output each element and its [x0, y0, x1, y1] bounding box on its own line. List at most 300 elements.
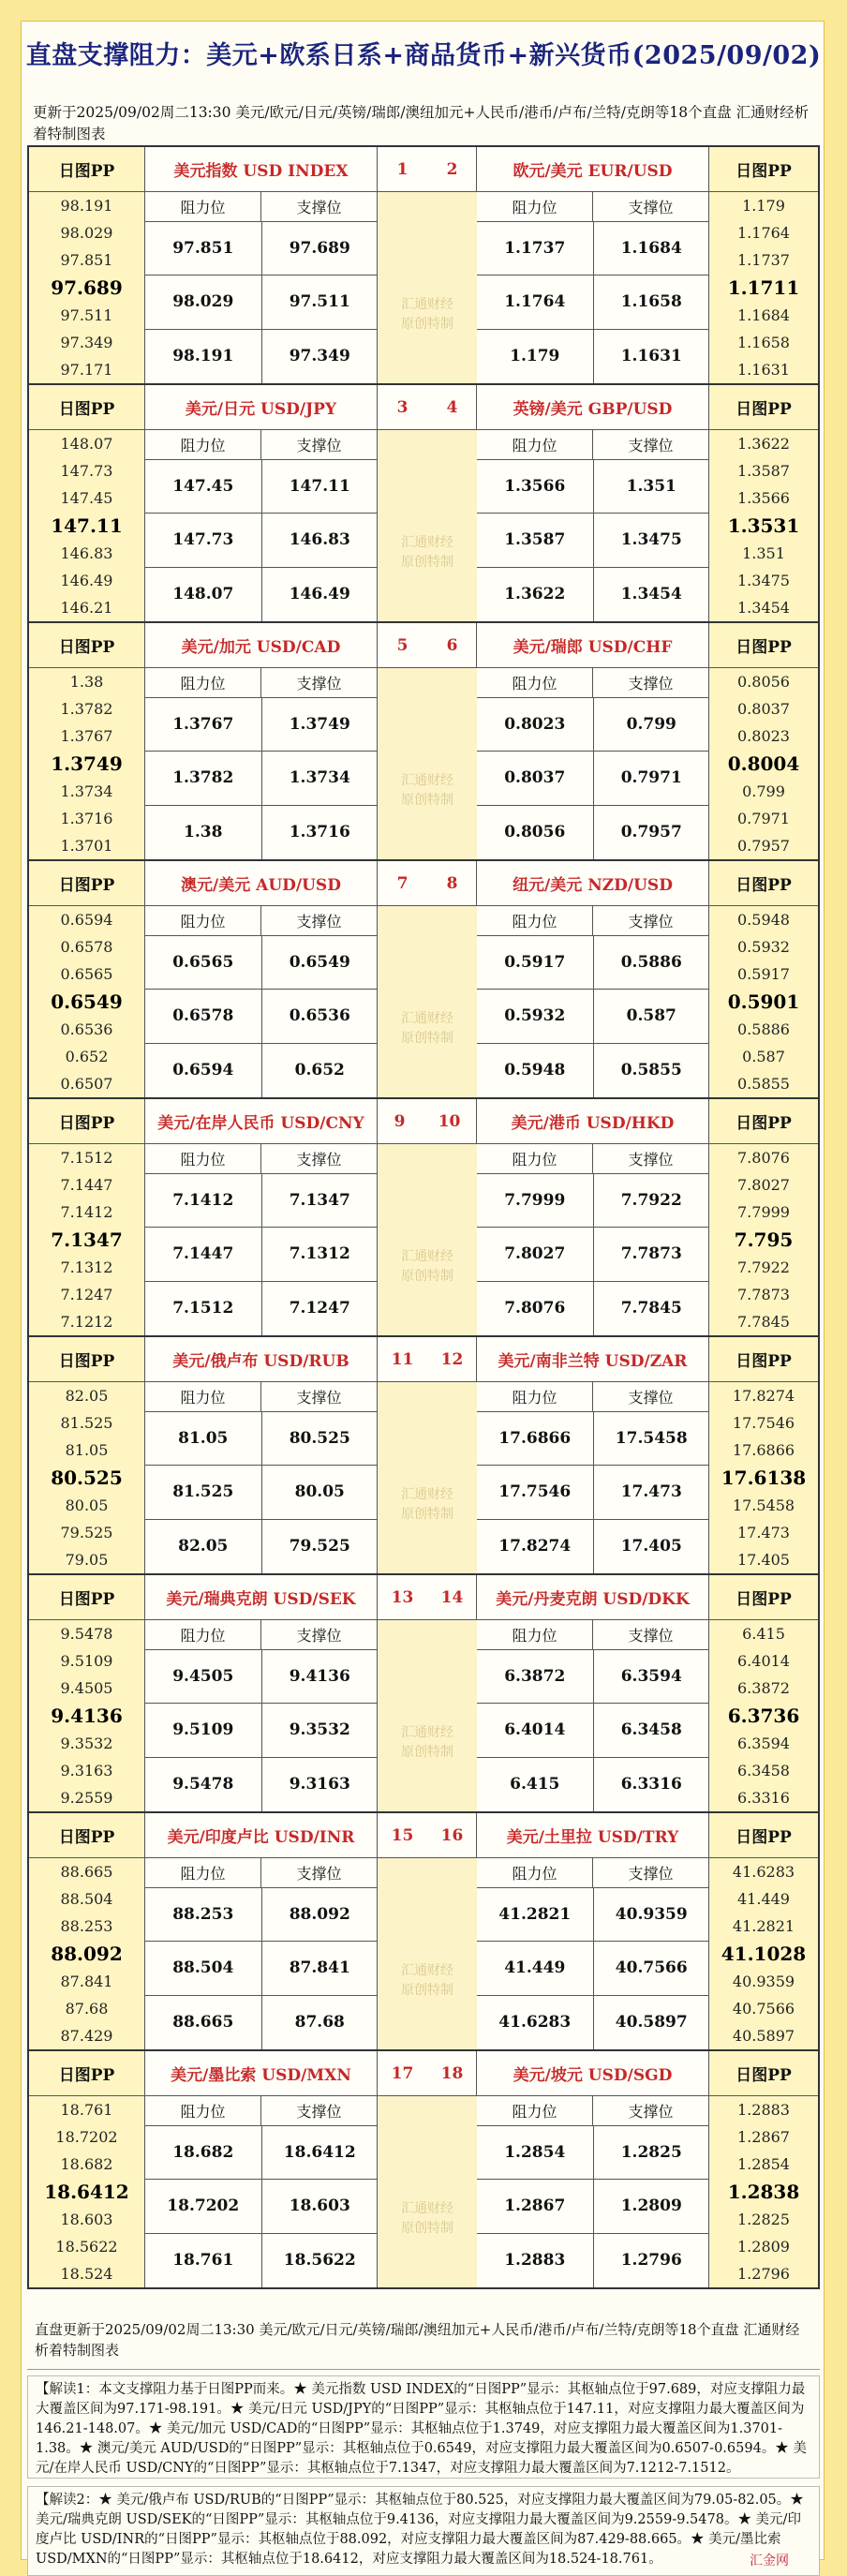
divider-band [378, 906, 477, 1097]
support-header: 支撑位 [628, 2103, 674, 2121]
left-pair-table [145, 1337, 378, 1573]
pair-name: 美元/俄卢布 USD/RUB [145, 1337, 377, 1382]
divider-band [378, 192, 477, 383]
pp-list [709, 1858, 818, 2049]
level-rows [477, 1412, 709, 1573]
daily-pp-header: 日图PP [709, 1099, 818, 1144]
left-pp-column [29, 1099, 145, 1335]
pair-numbers [378, 623, 477, 668]
resistance-value: 98.029 [145, 275, 262, 328]
pair-block [29, 147, 820, 385]
table-row [145, 460, 378, 514]
pair-block [29, 1337, 820, 1575]
resistance-value: 17.7546 [477, 1466, 594, 1518]
pair-number-column [378, 2051, 477, 2287]
resistance-value: 0.5917 [477, 936, 594, 989]
pp-level: 1.38 [69, 673, 104, 692]
resistance-value: 17.8274 [477, 1520, 594, 1573]
resistance-value: 0.8023 [477, 698, 594, 751]
pp-level: 6.3872 [737, 1679, 790, 1698]
support-value: 1.3749 [289, 715, 350, 735]
resistance-value: 147.45 [145, 460, 262, 513]
support-header: 支撑位 [628, 1151, 674, 1169]
support-value: 17.5458 [615, 1429, 688, 1449]
table-row [145, 1174, 378, 1228]
resistance-header: 阻力位 [145, 430, 261, 459]
support-value: 7.7845 [620, 1299, 682, 1318]
resistance-value: 1.1737 [477, 222, 594, 275]
daily-pp-header: 日图PP [29, 1099, 144, 1144]
support-value: 0.7971 [620, 768, 682, 788]
pp-level: 41.6283 [732, 1863, 795, 1882]
resistance-value: 1.2854 [477, 2126, 594, 2179]
pp-level: 82.05 [65, 1387, 109, 1406]
column-headers [477, 1382, 708, 1412]
pp-level: 7.1512 [60, 1149, 113, 1168]
pair-number: 9 [394, 1111, 406, 1131]
support-value: 97.511 [289, 292, 350, 312]
resistance-value: 88.504 [145, 1942, 262, 1994]
resistance-header: 阻力位 [477, 906, 593, 935]
watermark-line: 原创特制 [401, 555, 453, 570]
pp-list [29, 192, 144, 383]
resistance-header: 阻力位 [477, 192, 593, 221]
table-row [145, 1650, 378, 1704]
resistance-value: 1.1764 [477, 275, 594, 328]
support-value: 40.7566 [615, 1958, 688, 1978]
pair-number-column [378, 1337, 477, 1573]
resistance-value: 7.7999 [477, 1174, 594, 1227]
resistance-value: 1.38 [145, 806, 262, 859]
level-rows [477, 698, 709, 859]
watermark-line: 汇通财经 [401, 535, 453, 550]
watermark-line: 原创特制 [401, 1983, 453, 1998]
page-subtitle: 更新于2025/09/02周二13:30 美元/欧元/日元/英镑/瑞郎/澳纽加元+人民币/港币/卢布/兰特/克朗等18个直盘 汇通财经析着特制图表 [33, 104, 810, 142]
pair-block [29, 2051, 820, 2289]
pp-level: 0.5932 [737, 938, 790, 957]
daily-pp-header: 日图PP [709, 861, 818, 906]
pp-level: 98.191 [60, 197, 113, 216]
resistance-value: 82.05 [145, 1520, 262, 1573]
table-row [145, 222, 378, 275]
table-row [477, 1888, 709, 1942]
pivot-point: 147.11 [51, 514, 123, 537]
support-value: 9.3163 [289, 1775, 350, 1794]
table-row [145, 1228, 378, 1281]
pp-list [29, 906, 144, 1097]
pp-level: 40.9359 [732, 1972, 795, 1990]
support-header: 支撑位 [628, 1389, 674, 1407]
pair-number: 11 [391, 1349, 414, 1369]
table-row [145, 1942, 378, 1995]
support-header: 支撑位 [296, 199, 342, 216]
pivot-point: 80.525 [51, 1466, 123, 1489]
pp-level: 1.3566 [737, 489, 790, 508]
pp-level: 17.473 [737, 1523, 790, 1541]
pp-level: 17.5458 [732, 1496, 795, 1514]
table-row [145, 1520, 378, 1573]
pivot-point: 0.6549 [51, 990, 123, 1013]
pair-numbers [378, 1099, 477, 1144]
pair-numbers [378, 385, 477, 430]
table-row [145, 806, 378, 859]
pair-block [29, 1099, 820, 1337]
pair-name: 美元/瑞典克朗 USD/SEK [145, 1575, 377, 1620]
pp-level: 40.5897 [732, 2026, 795, 2045]
support-header: 支撑位 [628, 1627, 674, 1645]
support-header: 支撑位 [628, 1865, 674, 1883]
support-value: 1.3734 [289, 768, 350, 788]
support-header: 支撑位 [296, 913, 342, 931]
pp-level: 0.6536 [60, 1020, 113, 1038]
right-pp-column [709, 1337, 820, 1573]
table-row [477, 2234, 709, 2287]
level-rows [477, 1888, 709, 2049]
left-pp-column [29, 147, 145, 383]
daily-pp-header: 日图PP [709, 623, 818, 668]
pair-name: 美元/日元 USD/JPY [145, 385, 377, 430]
pp-level: 0.5886 [737, 1020, 790, 1038]
resistance-value: 41.6283 [477, 1996, 594, 2049]
daily-pp-header: 日图PP [709, 147, 818, 192]
pp-list [709, 1620, 818, 1811]
support-value: 18.6412 [283, 2143, 356, 2163]
table-row [477, 1704, 709, 1757]
pp-level: 41.449 [737, 1890, 790, 1909]
pair-number: 4 [446, 397, 458, 417]
pp-list [29, 1382, 144, 1573]
pp-level: 146.83 [60, 543, 113, 562]
column-headers [145, 2096, 377, 2126]
pp-level: 1.2883 [737, 2101, 790, 2120]
resistance-value: 9.5478 [145, 1758, 262, 1811]
resistance-value: 0.6565 [145, 936, 262, 989]
resistance-value: 7.1447 [145, 1228, 262, 1280]
watermark-line: 原创特制 [401, 793, 453, 808]
pp-level: 98.029 [60, 224, 113, 243]
support-value: 0.652 [294, 1061, 345, 1080]
resistance-value: 18.761 [145, 2234, 262, 2287]
level-rows [145, 460, 378, 621]
pair-block [29, 1575, 820, 1813]
support-value: 17.473 [620, 1482, 682, 1502]
resistance-header: 阻力位 [145, 906, 261, 935]
right-pair-table [477, 861, 709, 1097]
pp-list [29, 1858, 144, 2049]
pivot-point: 1.1711 [727, 275, 800, 299]
pp-list [709, 192, 818, 383]
left-pair-table [145, 2051, 378, 2287]
pair-numbers [378, 1813, 477, 1858]
pp-level: 7.8027 [737, 1176, 790, 1195]
support-value: 18.603 [289, 2196, 350, 2216]
pp-level: 1.2825 [737, 2210, 790, 2228]
resistance-value: 148.07 [145, 568, 262, 621]
pp-list [709, 430, 818, 621]
pp-level: 1.3587 [737, 462, 790, 481]
watermark [378, 771, 477, 811]
pp-list [29, 1144, 144, 1335]
table-row [477, 1650, 709, 1704]
interpretation-note-1: 【解读1：本文支撑阻力基于日图PP而来。★ 美元指数 USD INDEX的“日图PP”显示：其枢轴点位于97.689，对应支撑阻力最大覆盖区间为97.171-98.191。★ 美元/日元 USD/JPY的“日图PP”显示：其枢轴点位于147.11，对应支撑阻力最大覆盖区间为146.21-148.07。★ 美元/加元 USD/CAD的“日图PP”显示：其枢轴点位于1.3749，对应支撑阻力最大覆盖区间为1.3701-1.38。★ 澳元/美元 AUD/USD的“日图PP”显示：其枢轴点位于0.6549，对应支撑阻力最大覆盖区间为0.6507-0.6594。★ 美元/在岸人民币 USD/CNY的“日图PP”显示：其枢轴点位于7.1347，对应支撑阻力最大覆盖区间为7.1212-7.1512。 [27, 2375, 820, 2479]
pp-level: 18.524 [60, 2264, 113, 2283]
pp-level: 79.525 [60, 1523, 113, 1541]
pp-list [29, 1620, 144, 1811]
pp-level: 18.603 [60, 2210, 113, 2228]
table-row [145, 2234, 378, 2287]
resistance-value: 98.191 [145, 330, 262, 383]
pp-list [709, 1382, 818, 1573]
watermark [378, 295, 477, 335]
pp-level: 1.1658 [737, 333, 790, 351]
resistance-header: 阻力位 [477, 2096, 593, 2125]
pair-name: 美元/土里拉 USD/TRY [477, 1813, 708, 1858]
table-row [477, 1996, 709, 2049]
pp-level: 18.7202 [55, 2128, 118, 2147]
support-header: 支撑位 [628, 675, 674, 692]
pair-number: 17 [391, 2063, 414, 2083]
pair-number-column [378, 861, 477, 1097]
support-value: 1.351 [626, 477, 676, 497]
left-pair-table [145, 147, 378, 383]
pivot-point: 9.4136 [51, 1704, 123, 1727]
pair-number: 2 [446, 159, 458, 179]
pp-level: 0.7957 [737, 836, 790, 855]
level-rows [145, 1650, 378, 1811]
table-row [145, 1412, 378, 1466]
pair-number: 13 [391, 1587, 414, 1607]
pp-level: 87.841 [60, 1972, 113, 1990]
watermark-line: 汇通财经 [401, 1249, 453, 1264]
table-row [145, 2180, 378, 2233]
right-pp-column [709, 1099, 820, 1335]
table-row [477, 698, 709, 752]
left-pp-column [29, 385, 145, 621]
support-value: 1.2796 [620, 2251, 682, 2271]
pivot-point: 1.3531 [727, 514, 800, 537]
column-headers [477, 906, 708, 936]
pair-block [29, 385, 820, 623]
table-row [477, 514, 709, 567]
left-pair-table [145, 385, 378, 621]
right-pp-column [709, 385, 820, 621]
table-row [145, 1996, 378, 2049]
pp-level: 9.2559 [60, 1788, 113, 1807]
watermark [378, 1009, 477, 1049]
resistance-value: 1.2867 [477, 2180, 594, 2232]
pair-numbers [378, 2051, 477, 2096]
right-pair-table [477, 1099, 709, 1335]
right-pp-column [709, 2051, 820, 2287]
resistance-value: 1.3622 [477, 568, 594, 621]
support-value: 97.349 [289, 347, 350, 366]
table-row [477, 460, 709, 514]
watermark-line: 原创特制 [401, 1269, 453, 1284]
resistance-header: 阻力位 [145, 668, 261, 697]
left-pp-column [29, 2051, 145, 2287]
resistance-value: 1.179 [477, 330, 594, 383]
column-headers [145, 668, 377, 698]
pivot-point: 1.3749 [51, 752, 123, 775]
watermark-line: 原创特制 [401, 2221, 453, 2236]
support-value: 9.4136 [289, 1667, 350, 1687]
support-value: 0.799 [626, 715, 676, 735]
pp-level: 88.253 [60, 1917, 113, 1936]
pp-level: 0.6594 [60, 911, 113, 930]
support-header: 支撑位 [628, 437, 674, 454]
pair-block [29, 861, 820, 1099]
right-pair-table [477, 2051, 709, 2287]
pivot-point: 18.6412 [44, 2180, 129, 2203]
support-value: 7.1312 [289, 1244, 350, 1264]
resistance-value: 81.05 [145, 1412, 262, 1465]
pp-level: 97.851 [60, 251, 113, 270]
divider-band [378, 1144, 477, 1335]
left-pp-column [29, 1575, 145, 1811]
pair-number: 7 [396, 873, 409, 893]
support-value: 80.05 [294, 1482, 345, 1502]
pair-number: 6 [446, 635, 458, 655]
column-headers [477, 1858, 708, 1888]
pp-level: 0.8037 [737, 700, 790, 719]
support-value: 1.1658 [620, 292, 682, 312]
resistance-header: 阻力位 [145, 1382, 261, 1411]
pair-name: 美元/墨比索 USD/MXN [145, 2051, 377, 2096]
table-row [477, 806, 709, 859]
resistance-value: 0.6578 [145, 990, 262, 1042]
pp-level: 17.8274 [732, 1387, 795, 1406]
watermark-line: 汇通财经 [401, 297, 453, 312]
resistance-value: 81.525 [145, 1466, 262, 1518]
table-row [477, 1412, 709, 1466]
pp-level: 88.504 [60, 1890, 113, 1909]
pivot-point: 6.3736 [727, 1704, 800, 1727]
pp-level: 0.5917 [737, 965, 790, 984]
resistance-value: 1.2883 [477, 2234, 594, 2287]
table-row [477, 2126, 709, 2180]
pp-level: 9.5478 [60, 1625, 113, 1644]
pair-name: 英镑/美元 GBP/USD [477, 385, 708, 430]
pp-level: 0.6507 [60, 1074, 113, 1093]
right-pp-column [709, 861, 820, 1097]
table-row [477, 1044, 709, 1097]
level-rows [145, 1412, 378, 1573]
pair-name: 美元/南非兰特 USD/ZAR [477, 1337, 708, 1382]
resistance-value: 88.665 [145, 1996, 262, 2049]
pair-number: 15 [391, 1825, 414, 1845]
daily-pp-header: 日图PP [709, 1575, 818, 1620]
resistance-value: 0.5948 [477, 1044, 594, 1097]
pivot-point: 7.795 [734, 1228, 794, 1251]
column-headers [477, 430, 708, 460]
pp-level: 1.2867 [737, 2128, 790, 2147]
support-value: 6.3458 [620, 1720, 682, 1740]
support-header: 支撑位 [296, 1627, 342, 1645]
resistance-value: 6.415 [477, 1758, 594, 1811]
right-pair-table [477, 1337, 709, 1573]
pp-level: 0.6578 [60, 938, 113, 957]
pair-name: 美元/港币 USD/HKD [477, 1099, 708, 1144]
support-value: 88.092 [289, 1905, 350, 1925]
pp-level: 0.5855 [737, 1074, 790, 1093]
pp-level: 97.349 [60, 333, 113, 351]
column-headers [145, 1620, 377, 1650]
pp-list [709, 906, 818, 1097]
pp-level: 1.1764 [737, 224, 790, 243]
pp-level: 1.3767 [60, 727, 113, 746]
left-pp-column [29, 623, 145, 859]
pair-name: 美元/加元 USD/CAD [145, 623, 377, 668]
support-value: 1.3716 [289, 823, 350, 842]
pp-level: 9.3532 [60, 1734, 113, 1752]
pair-number-column [378, 1575, 477, 1811]
table-row [145, 1466, 378, 1519]
watermark-line: 原创特制 [401, 1507, 453, 1522]
pp-level: 1.3716 [60, 809, 113, 827]
level-rows [145, 222, 378, 383]
table-row [477, 2180, 709, 2233]
daily-pp-header: 日图PP [29, 147, 144, 192]
resistance-header: 阻力位 [145, 2096, 261, 2125]
pair-number-column [378, 1813, 477, 2049]
pp-level: 9.5109 [60, 1652, 113, 1671]
pp-level: 17.6866 [732, 1441, 795, 1460]
level-rows [477, 460, 709, 621]
pp-level: 6.3458 [737, 1761, 790, 1779]
resistance-value: 97.851 [145, 222, 262, 275]
support-value: 7.1347 [289, 1191, 350, 1211]
pp-level: 40.7566 [732, 1999, 795, 2018]
support-header: 支撑位 [628, 199, 674, 216]
resistance-header: 阻力位 [477, 1144, 593, 1173]
pp-level: 80.05 [65, 1496, 109, 1514]
resistance-header: 阻力位 [477, 1382, 593, 1411]
support-value: 6.3594 [620, 1667, 682, 1687]
pair-number: 14 [440, 1587, 464, 1607]
support-value: 1.2825 [620, 2143, 682, 2163]
pp-level: 1.351 [742, 543, 785, 562]
divider-band [378, 1858, 477, 2049]
pp-level: 1.1737 [737, 251, 790, 270]
watermark [378, 1961, 477, 2001]
left-pair-table [145, 1099, 378, 1335]
support-value: 17.405 [620, 1537, 682, 1556]
resistance-value: 0.5932 [477, 990, 594, 1042]
left-pair-table [145, 1575, 378, 1811]
level-rows [145, 936, 378, 1097]
right-pair-table [477, 147, 709, 383]
pp-level: 1.2809 [737, 2237, 790, 2256]
watermark-line: 汇通财经 [401, 773, 453, 788]
watermark-line: 原创特制 [401, 1745, 453, 1760]
support-value: 7.7922 [620, 1191, 682, 1211]
pp-level: 0.5948 [737, 911, 790, 930]
table-row [477, 275, 709, 329]
pp-level: 1.3475 [737, 571, 790, 589]
table-row [477, 1466, 709, 1519]
pp-level: 7.1247 [60, 1285, 113, 1303]
support-value: 40.5897 [615, 2013, 688, 2033]
level-rows [477, 222, 709, 383]
pp-level: 81.525 [60, 1414, 113, 1433]
pair-number: 3 [396, 397, 409, 417]
pp-level: 79.05 [65, 1550, 109, 1569]
resistance-header: 阻力位 [477, 1620, 593, 1649]
table-row [145, 330, 378, 383]
daily-pp-header: 日图PP [29, 1813, 144, 1858]
table-row [477, 222, 709, 275]
pp-list [709, 1144, 818, 1335]
